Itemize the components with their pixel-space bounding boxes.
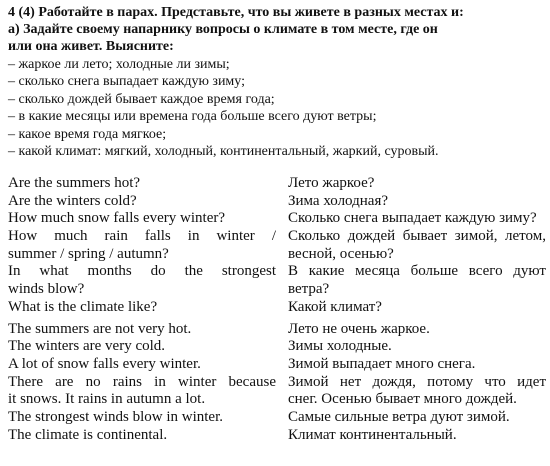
english-line: Are the winters cold?	[8, 192, 137, 209]
task-bullet-list	[8, 56, 544, 160]
russian-line: Самые сильные ветра дуют зимой.	[288, 408, 510, 425]
russian-line: В какие месяца больше всего дуют	[288, 263, 546, 280]
russian-line: снег. Осенью бывает много дождей.	[288, 391, 517, 408]
bullet-item: – жаркое ли лето; холодные ли зимы;	[8, 57, 230, 72]
russian-line: весной, осенью?	[288, 245, 394, 262]
english-line: How much rain falls in winter /	[8, 228, 276, 245]
russian-line: Зима холодная?	[288, 192, 388, 209]
english-line: What is the climate like?	[8, 298, 158, 315]
russian-line: Зимы холодные.	[288, 338, 392, 355]
russian-line: Зимой нет дождя, потому что идет	[288, 373, 546, 390]
english-line: A lot of snow falls every winter.	[8, 355, 201, 372]
russian-line: ветра?	[288, 281, 330, 298]
russian-line: Лето не очень жаркое.	[288, 320, 430, 337]
english-line: The climate is continental.	[8, 426, 168, 443]
russian-line: Сколько дождей бывает зимой, летом,	[288, 228, 546, 245]
english-line: winds blow?	[8, 281, 85, 298]
bullet-item: – какое время года мягкое;	[8, 126, 167, 142]
exercise-instruction-line-2: а) Задайте своему напарнику вопросы о климате в том месте, где он	[8, 22, 438, 37]
exercise-instruction-line-3: или она живет. Выясните:	[8, 39, 174, 54]
english-line: The winters are very cold.	[8, 338, 166, 355]
russian-line: Какой климат?	[288, 298, 382, 315]
russian-line: Лето жаркое?	[288, 175, 375, 191]
english-line: In what months do the strongest	[8, 263, 276, 280]
russian-line: Сколько снега выпадает каждую зиму?	[288, 210, 537, 227]
english-line: Are the summers hot?	[8, 175, 141, 191]
english-line: The strongest winds blow in winter.	[8, 408, 223, 425]
russian-column	[288, 175, 546, 444]
english-line: There are no rains in winter because	[8, 373, 276, 390]
exercise-heading	[8, 4, 544, 55]
english-line: How much snow falls every winter?	[8, 210, 226, 227]
russian-line: Климат континентальный.	[288, 426, 457, 443]
exercise-instruction-line-1: 4 (4) Работайте в парах. Представьте, что вы живете в разных местах и:	[8, 5, 464, 20]
bullet-item: – сколько снега выпадает каждую зиму;	[8, 74, 245, 90]
bullet-item: – какой климат: мягкий, холодный, континентальный, жаркий, суровый.	[8, 144, 439, 160]
english-column	[8, 175, 276, 444]
english-line: The summers are not very hot.	[8, 320, 192, 337]
russian-line: Зимой выпадает много снега.	[288, 355, 476, 372]
bullet-item: – в какие месяцы или времена года больше всего дуют ветры;	[8, 109, 377, 125]
bullet-item: – сколько дождей бывает каждое время года;	[8, 91, 275, 107]
english-line: summer / spring / autumn?	[8, 245, 169, 262]
english-line: it snows. It rains in autumn a lot.	[8, 391, 206, 408]
